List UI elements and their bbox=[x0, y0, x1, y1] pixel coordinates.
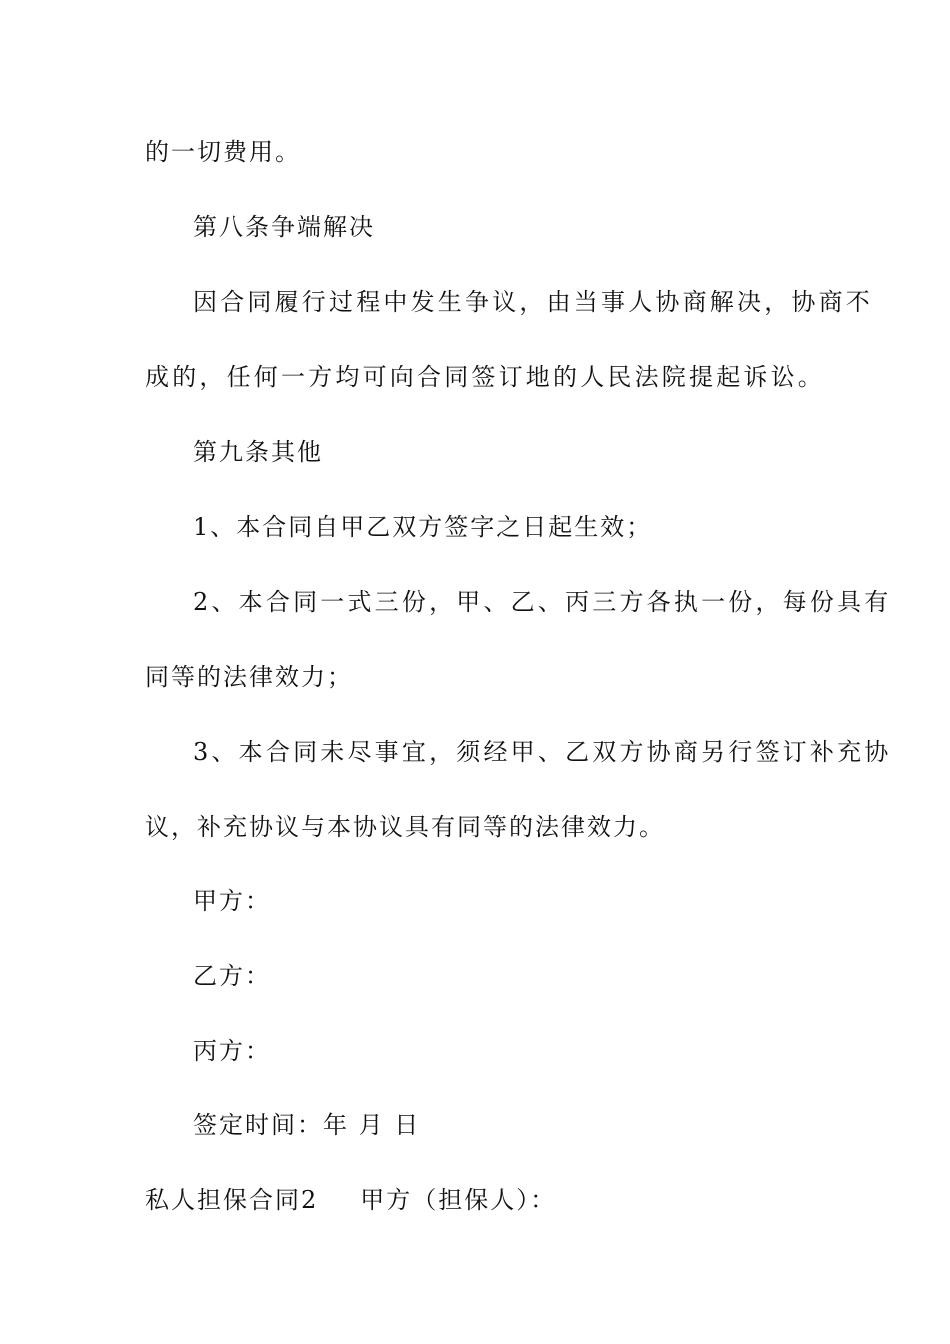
next-contract-title: 私人担保合同2 bbox=[145, 1186, 319, 1214]
signing-date-line: 签定时间：年 月 日 bbox=[193, 1111, 421, 1139]
paragraph-line: 的一切费用。 bbox=[145, 138, 301, 166]
list-item-2: 2、本合同一式三份，甲、乙、丙三方各执一份，每份具有 bbox=[193, 588, 892, 616]
paragraph-line: 成的，任何一方均可向合同签订地的人民法院提起诉讼。 bbox=[145, 363, 825, 391]
list-item-1: 1、本合同自甲乙双方签字之日起生效； bbox=[193, 513, 653, 541]
paragraph-line: 同等的法律效力； bbox=[145, 663, 353, 691]
party-c-signature-line: 丙方： bbox=[193, 1037, 271, 1065]
paragraph-line: 议，补充协议与本协议具有同等的法律效力。 bbox=[145, 813, 665, 841]
party-a-signature-line: 甲方： bbox=[193, 887, 271, 915]
next-contract-heading bbox=[145, 1185, 556, 1215]
party-b-signature-line: 乙方： bbox=[193, 962, 271, 990]
list-item-3: 3、本合同未尽事宜，须经甲、乙双方协商另行签订补充协 bbox=[193, 738, 892, 766]
next-contract-party-a: 甲方（担保人）： bbox=[360, 1186, 557, 1214]
section-heading-article-9: 第九条其他 bbox=[193, 438, 323, 466]
paragraph-line: 因合同履行过程中发生争议，由当事人协商解决，协商不 bbox=[193, 288, 873, 316]
section-heading-article-8: 第八条争端解决 bbox=[193, 213, 375, 241]
